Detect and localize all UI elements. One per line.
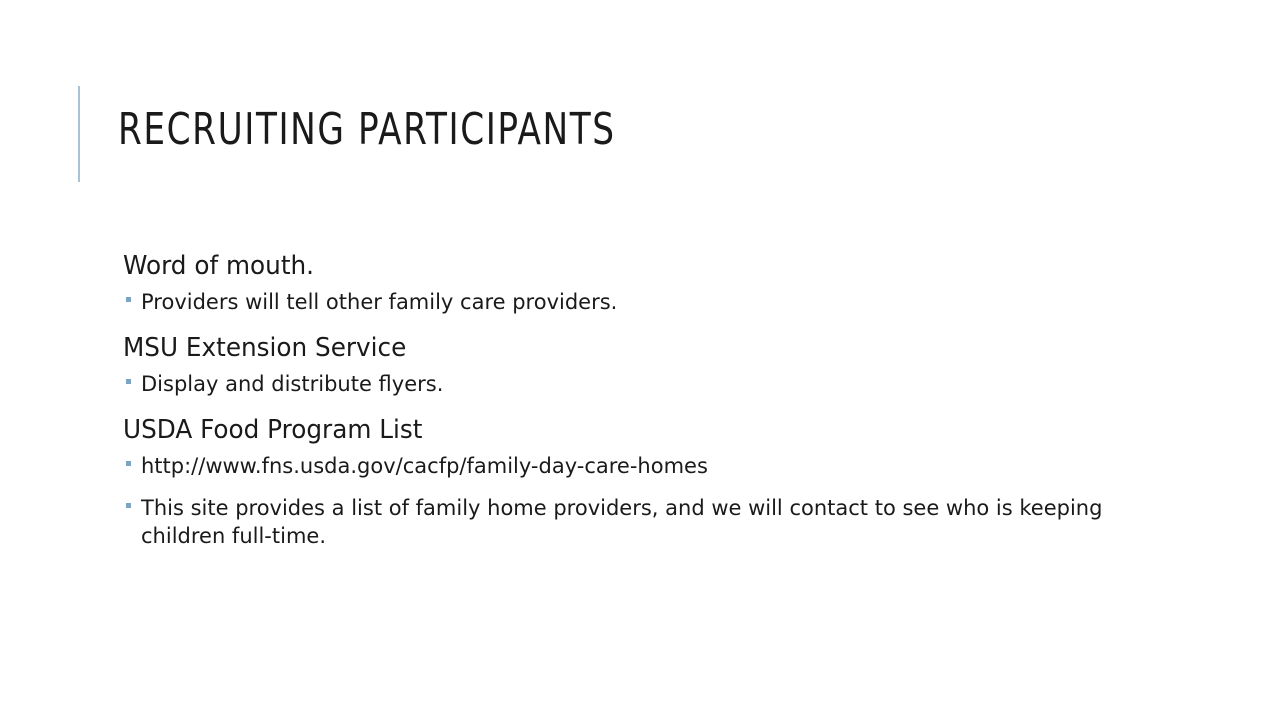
bullet-list bbox=[123, 288, 1143, 316]
section-heading: MSU Extension Service bbox=[123, 333, 407, 363]
square-bullet-icon bbox=[126, 379, 131, 384]
title-accent-bar bbox=[78, 86, 80, 182]
bullet-list bbox=[123, 370, 1143, 398]
square-bullet-icon bbox=[126, 297, 131, 302]
slide-title: RECRUITING PARTICIPANTS bbox=[118, 104, 616, 155]
bullet-item bbox=[123, 288, 1143, 316]
section-heading: Word of mouth. bbox=[123, 251, 315, 281]
bullet-item bbox=[123, 452, 1143, 480]
bullet-list bbox=[123, 452, 1143, 550]
bullet-text: Display and distribute flyers. bbox=[141, 372, 444, 396]
square-bullet-icon bbox=[126, 503, 131, 508]
section-word-of-mouth bbox=[123, 248, 1143, 316]
section-msu-extension bbox=[123, 330, 1143, 398]
bullet-text: This site provides a list of family home providers, and we will contact to see who is keeping children full-time. bbox=[141, 496, 1103, 548]
bullet-text: Providers will tell other family care providers. bbox=[141, 290, 618, 314]
bullet-url-text: http://www.fns.usda.gov/cacfp/family-day-care-homes bbox=[141, 454, 708, 478]
section-heading: USDA Food Program List bbox=[123, 415, 423, 445]
bullet-item bbox=[123, 370, 1143, 398]
section-usda-food-program bbox=[123, 412, 1143, 550]
slide-body bbox=[123, 248, 1143, 564]
bullet-item bbox=[123, 494, 1143, 550]
square-bullet-icon bbox=[126, 461, 131, 466]
